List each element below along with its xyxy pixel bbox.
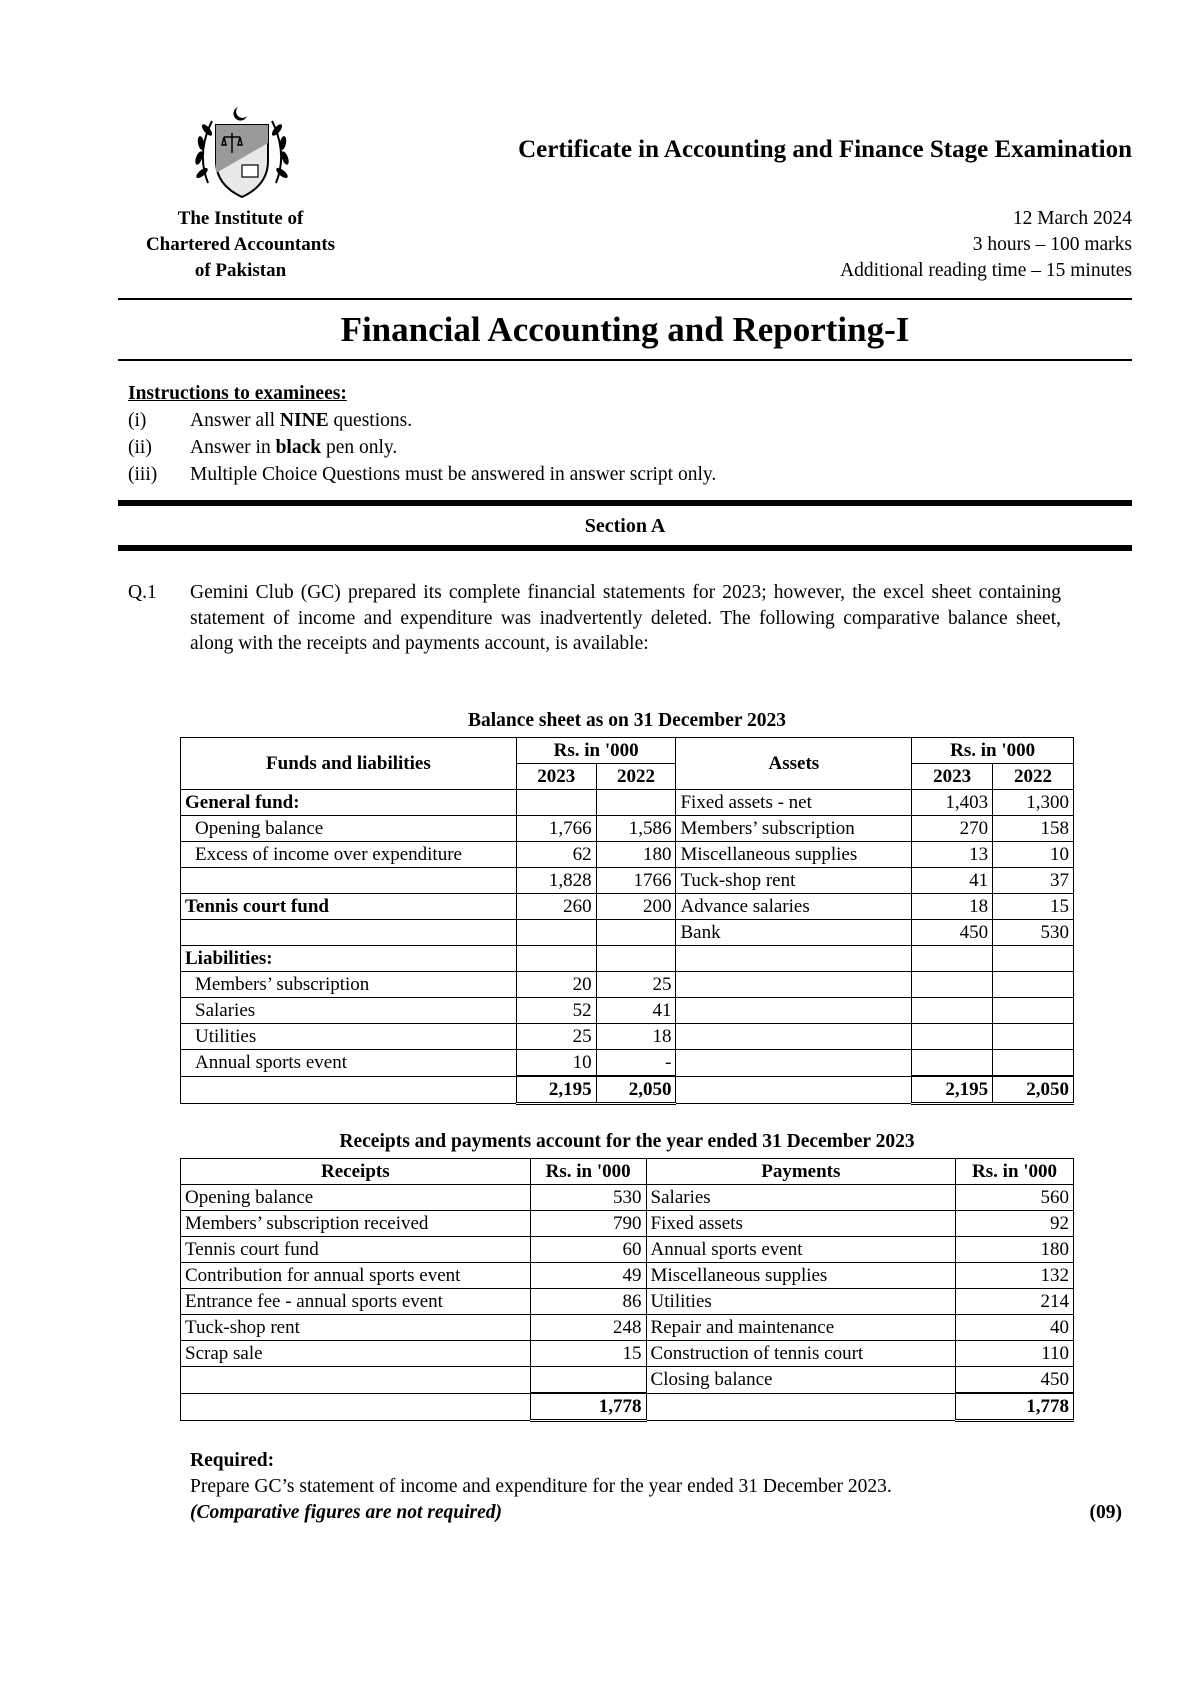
- column-header: 2023: [912, 764, 993, 790]
- total-cell: 1,778: [530, 1393, 646, 1421]
- column-header: 2023: [516, 764, 596, 790]
- instruction-emphasis: black: [275, 437, 322, 458]
- table-cell: Construction of tennis court: [646, 1341, 956, 1367]
- table-cell: Advance salaries: [676, 894, 912, 920]
- table-cell: [993, 946, 1074, 972]
- column-header: 2022: [596, 764, 676, 790]
- table-row: [181, 1315, 1074, 1341]
- table-row: [181, 1185, 1074, 1211]
- table-cell: [912, 946, 993, 972]
- table-cell: 180: [596, 842, 676, 868]
- table-row: [181, 1341, 1074, 1367]
- table-cell: [596, 790, 676, 816]
- question-number: Q.1: [128, 582, 157, 603]
- balance-sheet-table: [180, 737, 1074, 1105]
- table-cell: [676, 1076, 912, 1104]
- table-cell: -: [596, 1050, 676, 1077]
- section-rule-top: [118, 500, 1132, 506]
- section-rule-bottom: [118, 545, 1132, 551]
- column-header: Payments: [646, 1159, 956, 1185]
- table-cell: 13: [912, 842, 993, 868]
- receipts-payments-table: [180, 1158, 1074, 1422]
- table-cell: Tennis court fund: [181, 894, 517, 920]
- table-cell: 158: [993, 816, 1074, 842]
- table-cell: Entrance fee - annual sports event: [181, 1289, 531, 1315]
- table-cell: 52: [516, 998, 596, 1024]
- instructions-heading: Instructions to examinees:: [128, 383, 347, 404]
- required-note-line: [190, 1500, 1122, 1526]
- balance-sheet-caption: Balance sheet as on 31 December 2023: [467, 710, 787, 731]
- marks: (09): [1089, 1502, 1122, 1523]
- total-cell: 2,050: [993, 1076, 1074, 1104]
- table-cell: Tennis court fund: [181, 1237, 531, 1263]
- table-row: [181, 1237, 1074, 1263]
- table-cell: 60: [530, 1237, 646, 1263]
- table-cell: 40: [956, 1315, 1074, 1341]
- table-cell: Members’ subscription received: [181, 1211, 531, 1237]
- table-cell: 86: [530, 1289, 646, 1315]
- table-cell: [993, 998, 1074, 1024]
- required-text: Prepare GC’s statement of income and expenditure for the year ended 31 December 2023.: [190, 1476, 892, 1497]
- required-heading: Required:: [190, 1450, 275, 1471]
- table-header-row: [181, 738, 1074, 764]
- table-cell: Salaries: [181, 998, 517, 1024]
- table-cell: [676, 946, 912, 972]
- table-cell: Salaries: [646, 1185, 956, 1211]
- table-cell: Miscellaneous supplies: [676, 842, 912, 868]
- total-cell: 2,195: [516, 1076, 596, 1104]
- table-cell: [676, 998, 912, 1024]
- table-cell: Annual sports event: [646, 1237, 956, 1263]
- table-cell: Repair and maintenance: [646, 1315, 956, 1341]
- table-cell: [181, 1076, 517, 1104]
- table-cell: Scrap sale: [181, 1341, 531, 1367]
- table-cell: 530: [530, 1185, 646, 1211]
- table-cell: 15: [993, 894, 1074, 920]
- instruction-emphasis: NINE: [279, 410, 329, 431]
- table-cell: [516, 790, 596, 816]
- column-header: Assets: [676, 738, 912, 790]
- table-cell: Utilities: [646, 1289, 956, 1315]
- paper-title: Financial Accounting and Reporting-I: [340, 310, 910, 349]
- certificate-title: Certificate in Accounting and Finance Stage Examination: [518, 136, 1132, 163]
- table-cell: [181, 920, 517, 946]
- table-row: [181, 920, 1074, 946]
- receipts-payments-caption: Receipts and payments account for the year ended 31 December 2023: [339, 1131, 915, 1152]
- instruction-text-part: questions.: [328, 410, 413, 431]
- table-cell: 20: [516, 972, 596, 998]
- table-row: [181, 1024, 1074, 1050]
- table-cell: [516, 920, 596, 946]
- table-cell: 25: [516, 1024, 596, 1050]
- table-cell: 180: [956, 1237, 1074, 1263]
- exam-date: 12 March 2024: [1012, 208, 1132, 229]
- table-row: [181, 972, 1074, 998]
- table-row: [181, 868, 1074, 894]
- reading-time: Additional reading time – 15 minutes: [840, 260, 1132, 281]
- instruction-text: [190, 434, 397, 461]
- table-total-row: [181, 1076, 1074, 1104]
- table-cell: [912, 1050, 993, 1077]
- table-cell: 41: [596, 998, 676, 1024]
- table-cell: [912, 998, 993, 1024]
- instruction-text: [190, 407, 412, 434]
- divider: [118, 298, 1132, 300]
- total-cell: 1,778: [956, 1393, 1074, 1421]
- table-row: [181, 1263, 1074, 1289]
- table-cell: 25: [596, 972, 676, 998]
- table-row: [181, 790, 1074, 816]
- institute-name: [118, 206, 363, 284]
- table-cell: 450: [912, 920, 993, 946]
- table-cell: Tuck-shop rent: [181, 1315, 531, 1341]
- table-cell: [596, 920, 676, 946]
- table-cell: Closing balance: [646, 1367, 956, 1394]
- question-text: Gemini Club (GC) prepared its complete financial statements for 2023; however, the excel sheet containing statement of income and expenditure was inadvertently deleted. The following comparative balance sheet, along with the receipts and payments account, is available:: [190, 582, 1061, 654]
- table-cell: 92: [956, 1211, 1074, 1237]
- section-title: Section A: [584, 515, 666, 537]
- institute-crest-logo: [188, 103, 296, 203]
- table-cell: Bank: [676, 920, 912, 946]
- table-cell: Annual sports event: [181, 1050, 517, 1077]
- table-cell: Members’ subscription: [676, 816, 912, 842]
- instruction-text-part: Answer in: [190, 437, 276, 458]
- table-cell: 10: [516, 1050, 596, 1077]
- table-cell: 248: [530, 1315, 646, 1341]
- column-header: 2022: [993, 764, 1074, 790]
- table-row: [181, 842, 1074, 868]
- table-cell: 1,586: [596, 816, 676, 842]
- table-cell: 18: [912, 894, 993, 920]
- table-cell: [993, 972, 1074, 998]
- table-cell: 10: [993, 842, 1074, 868]
- table-cell: 41: [912, 868, 993, 894]
- instruction-text-part: Answer all: [190, 410, 280, 431]
- table-cell: 1,300: [993, 790, 1074, 816]
- exam-duration: 3 hours – 100 marks: [972, 234, 1132, 255]
- table-cell: [993, 1024, 1074, 1050]
- table-cell: Members’ subscription: [181, 972, 517, 998]
- instruction-item: [128, 461, 1128, 488]
- table-cell: 37: [993, 868, 1074, 894]
- table-cell: 530: [993, 920, 1074, 946]
- instruction-number: (iii): [128, 464, 158, 485]
- table-cell: 1,403: [912, 790, 993, 816]
- table-cell: 450: [956, 1367, 1074, 1394]
- table-cell: Tuck-shop rent: [676, 868, 912, 894]
- column-header: Rs. in '000: [912, 738, 1074, 764]
- table-row: [181, 816, 1074, 842]
- instructions: [128, 380, 1128, 488]
- instruction-item: [128, 407, 1128, 434]
- total-cell: 2,195: [912, 1076, 993, 1104]
- table-row: [181, 894, 1074, 920]
- column-header: Rs. in '000: [956, 1159, 1074, 1185]
- table-cell: 62: [516, 842, 596, 868]
- instruction-number: (i): [128, 410, 147, 431]
- institute-name-line1: The Institute of: [177, 208, 304, 229]
- table-cell: [181, 1367, 531, 1394]
- table-cell: [912, 1024, 993, 1050]
- table-cell: Opening balance: [181, 1185, 531, 1211]
- table-row: [181, 1050, 1074, 1077]
- instruction-number: (ii): [128, 437, 152, 458]
- table-cell: Fixed assets: [646, 1211, 956, 1237]
- table-cell: 1766: [596, 868, 676, 894]
- table-cell: Contribution for annual sports event: [181, 1263, 531, 1289]
- table-cell: 132: [956, 1263, 1074, 1289]
- table-row: [181, 1211, 1074, 1237]
- table-row: [181, 998, 1074, 1024]
- instruction-text-part: pen only.: [321, 437, 398, 458]
- table-row: [181, 946, 1074, 972]
- table-cell: [596, 946, 676, 972]
- table-cell: Miscellaneous supplies: [646, 1263, 956, 1289]
- table-cell: [181, 868, 517, 894]
- required-block: [190, 1448, 1122, 1526]
- table-cell: 214: [956, 1289, 1074, 1315]
- table-cell: 200: [596, 894, 676, 920]
- divider: [118, 359, 1132, 361]
- table-cell: Excess of income over expenditure: [181, 842, 517, 868]
- instruction-item: [128, 434, 1128, 461]
- column-header: Receipts: [181, 1159, 531, 1185]
- column-header: Rs. in '000: [516, 738, 676, 764]
- table-cell: [912, 972, 993, 998]
- table-cell: Fixed assets - net: [676, 790, 912, 816]
- table-header-row: [181, 1159, 1074, 1185]
- table-cell: [646, 1393, 956, 1421]
- table-cell: 270: [912, 816, 993, 842]
- table-total-row: [181, 1393, 1074, 1421]
- table-cell: 790: [530, 1211, 646, 1237]
- table-row: [181, 1367, 1074, 1394]
- table-cell: 15: [530, 1341, 646, 1367]
- table-cell: Liabilities:: [181, 946, 517, 972]
- table-cell: 1,828: [516, 868, 596, 894]
- column-header: Rs. in '000: [530, 1159, 646, 1185]
- table-cell: [993, 1050, 1074, 1077]
- table-cell: [516, 946, 596, 972]
- table-row: [181, 1289, 1074, 1315]
- table-cell: [676, 1024, 912, 1050]
- table-cell: 560: [956, 1185, 1074, 1211]
- institute-name-line2: Chartered Accountants: [145, 234, 336, 255]
- table-cell: 49: [530, 1263, 646, 1289]
- instruction-text: Multiple Choice Questions must be answered in answer script only.: [190, 464, 717, 485]
- table-cell: 18: [596, 1024, 676, 1050]
- table-cell: [676, 972, 912, 998]
- question-1: [128, 580, 1061, 657]
- table-cell: Opening balance: [181, 816, 517, 842]
- column-header: Funds and liabilities: [181, 738, 517, 790]
- table-cell: [181, 1393, 531, 1421]
- table-cell: 1,766: [516, 816, 596, 842]
- exam-meta: [700, 206, 1132, 284]
- table-cell: 260: [516, 894, 596, 920]
- total-cell: 2,050: [596, 1076, 676, 1104]
- institute-name-line3: of Pakistan: [194, 260, 287, 281]
- table-cell: [676, 1050, 912, 1077]
- table-cell: [530, 1367, 646, 1394]
- table-cell: Utilities: [181, 1024, 517, 1050]
- table-cell: 110: [956, 1341, 1074, 1367]
- table-cell: General fund:: [181, 790, 517, 816]
- required-note: (Comparative figures are not required): [190, 1502, 502, 1523]
